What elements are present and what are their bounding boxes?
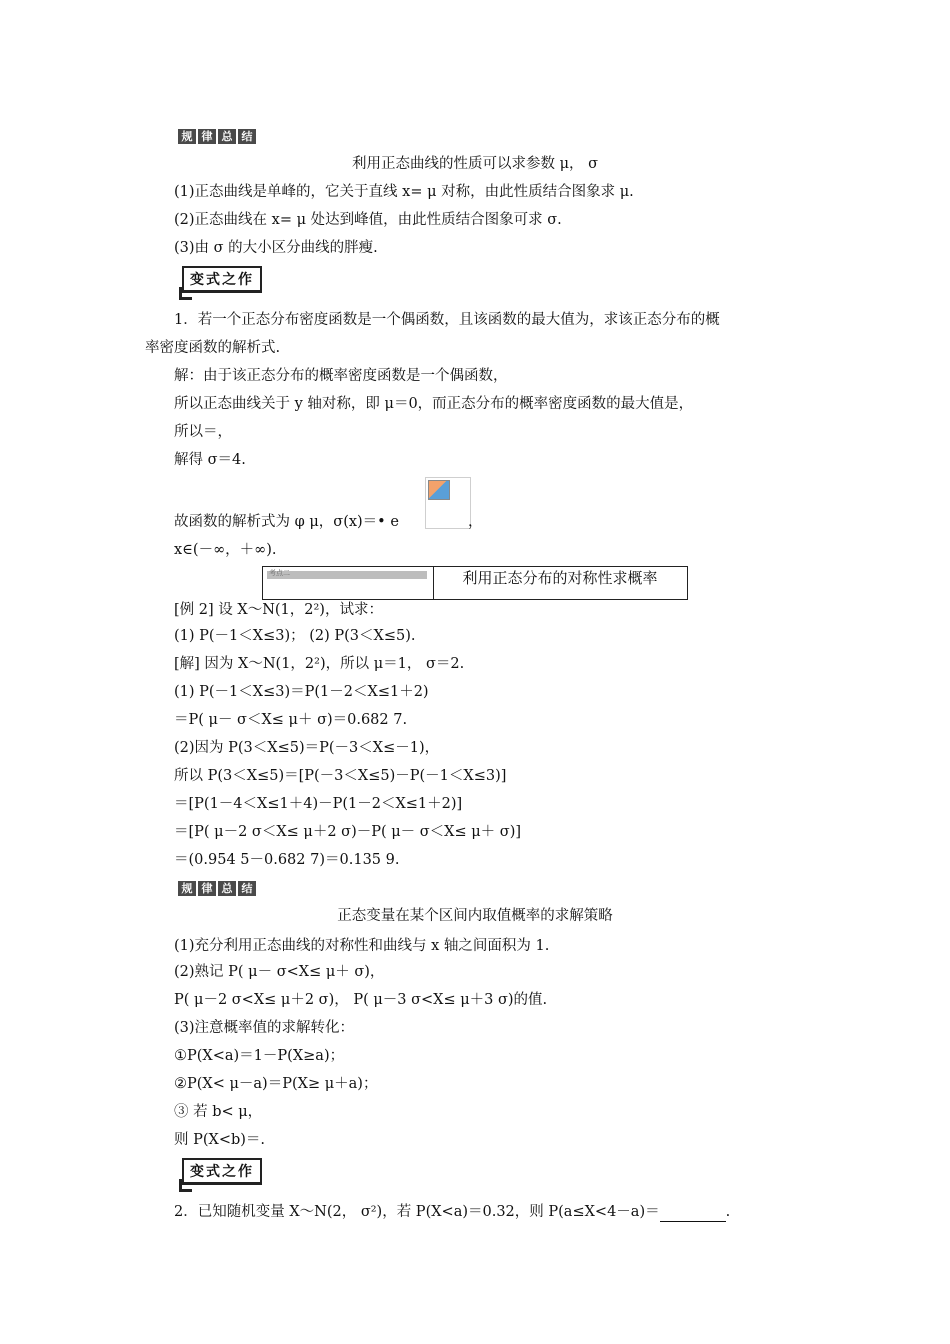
example2-solution-line7: ＝[P( μ－2 σ＜X≤ μ＋2 σ)－P( μ－ σ＜X≤ μ＋ σ)] bbox=[174, 824, 522, 840]
variant-label: 变式之作 bbox=[190, 1164, 254, 1180]
example2-solution-line1: [解] 因为 X～N(1，2²)，所以 μ＝1， σ＝2. bbox=[174, 656, 465, 672]
section-label-cell bbox=[263, 567, 434, 599]
badge-char: 律 bbox=[198, 129, 216, 144]
example2-solution-line3: ＝P( μ－ σ＜X≤ μ＋ σ)＝0.682 7. bbox=[174, 712, 408, 728]
rule2-line7: ③ 若 b< μ， bbox=[174, 1104, 263, 1120]
exercise1-solution-line4: 解得 σ＝4. bbox=[174, 452, 246, 468]
rule1-line2: (2)正态曲线在 x= μ 处达到峰值，由此性质结合图象可求 σ. bbox=[174, 212, 562, 228]
badge-char: 规 bbox=[178, 881, 196, 896]
section-label-bar bbox=[267, 571, 427, 579]
exercise1-solution-line2: 所以正态曲线关于 y 轴对称，即 μ＝0，而正态分布的概率密度函数的最大值是， bbox=[174, 396, 694, 412]
badge-char: 结 bbox=[238, 881, 256, 896]
rule2-line5: ①P(X<a)＝1－P(X≥a)； bbox=[174, 1048, 345, 1064]
exercise2-question bbox=[174, 1202, 730, 1222]
exercise1-solution-line5: 故函数的解析式为 φ μ，σ(x)＝• e bbox=[174, 514, 399, 530]
section-small-label: 考点二 bbox=[269, 569, 290, 577]
example2-subquestions: (1) P(－1＜X≤3)； (2) P(3＜X≤5). bbox=[174, 628, 416, 644]
badge-char: 总 bbox=[218, 881, 236, 896]
variant-practice-tag bbox=[182, 266, 262, 293]
answer-blank[interactable] bbox=[660, 1207, 726, 1222]
tag-corner-icon bbox=[179, 1179, 192, 1192]
rule2-line3: P( μ－2 σ<X≤ μ＋2 σ)， P( μ－3 σ<X≤ μ＋3 σ)的值. bbox=[174, 992, 548, 1008]
formula-image-placeholder bbox=[425, 477, 471, 529]
rule-summary-badge bbox=[178, 128, 256, 145]
exercise1-solution-line3: 所以＝， bbox=[174, 424, 232, 440]
rule1-line3: (3)由 σ 的大小区分曲线的胖瘦. bbox=[174, 240, 378, 256]
badge-char: 总 bbox=[218, 129, 236, 144]
example2-solution-line6: ＝[P(1－4＜X≤1＋4)－P(1－2＜X≤1＋2)] bbox=[174, 796, 463, 812]
broken-image-icon bbox=[428, 480, 450, 500]
rule2-line6: ②P(X< μ－a)＝P(X≥ μ＋a)； bbox=[174, 1076, 378, 1092]
exercise1-question-line1: 1．若一个正态分布密度函数是一个偶函数，且该函数的最大值为，求该正态分布的概 bbox=[174, 312, 720, 328]
rule1-line1: (1)正态曲线是单峰的，它关于直线 x= μ 对称，由此性质结合图象求 μ. bbox=[174, 184, 634, 200]
example2-solution-line5: 所以 P(3＜X≤5)＝[P(－3＜X≤5)－P(－1＜X≤3)] bbox=[174, 768, 507, 784]
section-title: 利用正态分布的对称性求概率 bbox=[462, 569, 658, 587]
rule2-line1: (1)充分利用正态曲线的对称性和曲线与 x 轴之间面积为 1. bbox=[174, 938, 550, 954]
exercise1-solution-line1: 解：由于该正态分布的概率密度函数是一个偶函数， bbox=[174, 368, 508, 384]
rule2-title: 正态变量在某个区间内取值概率的求解策略 bbox=[337, 908, 613, 924]
rule-summary-badge-2 bbox=[178, 880, 256, 897]
rule1-title: 利用正态曲线的性质可以求参数 μ， σ bbox=[351, 156, 599, 172]
exercise1-question-line2: 率密度函数的解析式. bbox=[145, 340, 281, 356]
variant-label: 变式之作 bbox=[190, 272, 254, 288]
exercise1-solution-line5-tail: ， bbox=[468, 514, 483, 530]
example2-solution-line8: ＝(0.954 5－0.682 7)＝0.135 9. bbox=[174, 852, 400, 868]
exercise2-question-end: . bbox=[725, 1204, 731, 1220]
example2-solution-line4: (2)因为 P(3＜X≤5)＝P(－3＜X≤－1)， bbox=[174, 740, 440, 756]
variant-practice-tag-2 bbox=[182, 1158, 262, 1185]
example2-solution-line2: (1) P(－1＜X≤3)＝P(1－2＜X≤1＋2) bbox=[174, 684, 429, 700]
example2-question: [例 2] 设 X～N(1，2²)，试求： bbox=[174, 602, 383, 618]
rule2-line8: 则 P(X<b)＝. bbox=[174, 1132, 266, 1148]
exercise1-solution-line6: x∈(－∞，＋∞). bbox=[174, 542, 277, 558]
badge-char: 规 bbox=[178, 129, 196, 144]
tag-corner-icon bbox=[179, 287, 192, 300]
badge-char: 律 bbox=[198, 881, 216, 896]
rule2-line4: (3)注意概率值的求解转化： bbox=[174, 1020, 355, 1036]
section-heading-box bbox=[262, 566, 688, 600]
exercise2-question-text: 2．已知随机变量 X～N(2， σ²)，若 P(X<a)＝0.32，则 P(a≤X<4－a)＝ bbox=[174, 1204, 660, 1220]
badge-char: 结 bbox=[238, 129, 256, 144]
rule2-line2: (2)熟记 P( μ－ σ<X≤ μ＋ σ)， bbox=[174, 964, 385, 980]
